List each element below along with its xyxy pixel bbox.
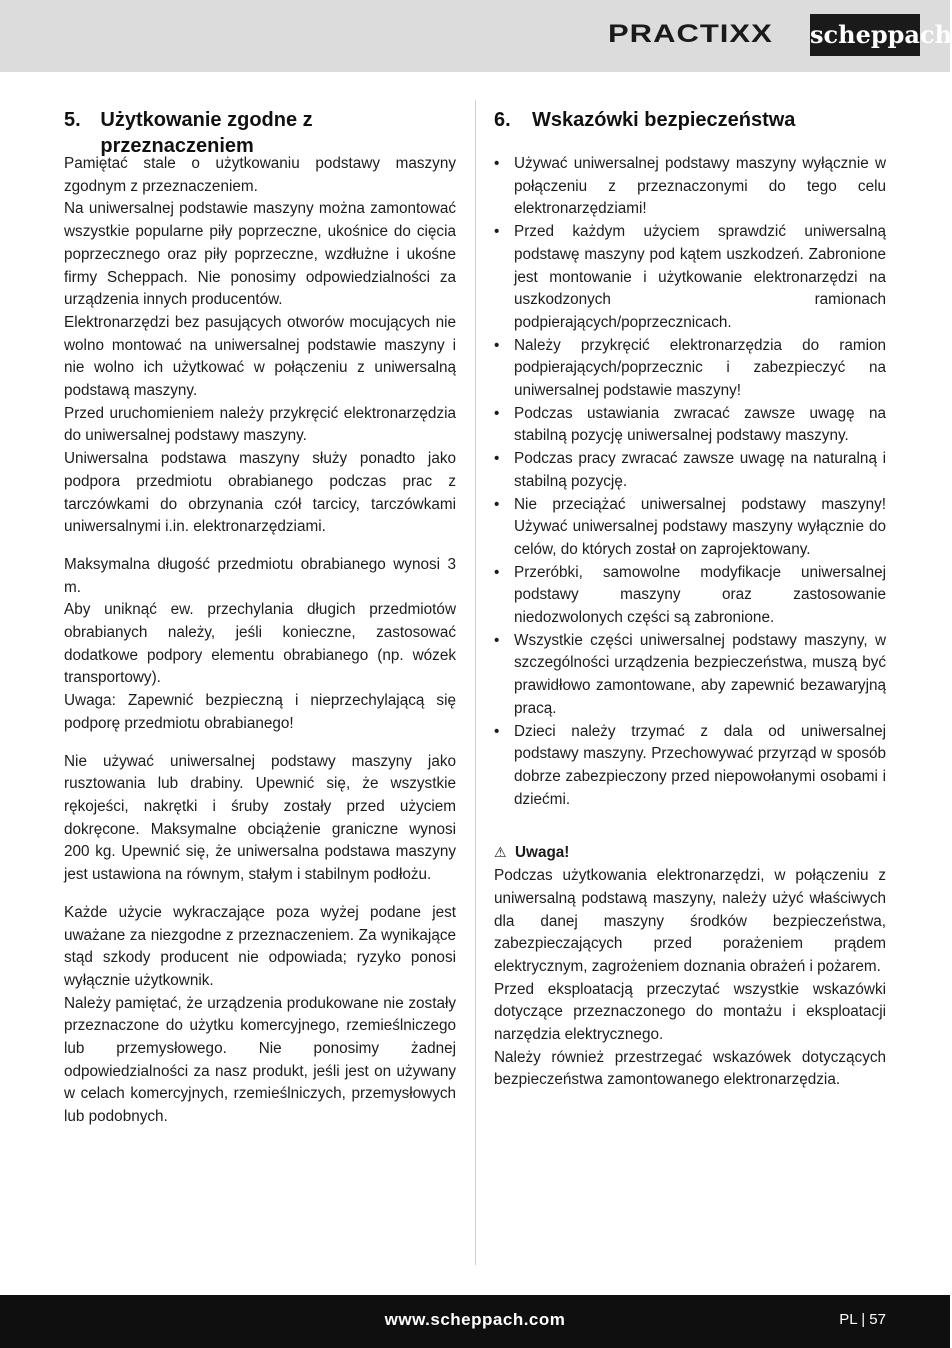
page-header (0, 0, 950, 72)
website-link[interactable]: www.scheppach.com (384, 1310, 566, 1329)
section-safety-instructions (494, 107, 886, 1092)
paragraph: Przed eksploatacją przeczytać wszystkie wskazówki dotyczące przeznaczonego do montażu i eksploatacji narzędzia elektrycznego. (494, 980, 886, 1044)
section-number: 6. (494, 109, 511, 131)
paragraph: Uniwersalna podstawa maszyny służy ponadto jako podpora przedmiotu obrabianego podczas prac z tarczówkami do obrzynania czół tarcicy, tarczówkami uniwersalnymi i.in. elektronarzędziami. (64, 450, 456, 536)
paragraph: Aby uniknąć ew. przechylania długich przedmiotów obrabianych należy, jeśli konieczne, zastosować dodatkowe podpory elementu obrabianego (np. wózek transportowy). (64, 601, 456, 687)
list-item: • Nie przeciążać uniwersalnej podstawy maszyny! Używać uniwersalnej podstawy maszyny wyłącznie do celów, do których został on zaprojektowany. (494, 494, 886, 562)
warning-heading (494, 842, 886, 865)
section-heading (64, 107, 456, 157)
paragraph: Należy pamiętać, że urządzenia produkowane nie zostały przeznaczone do użytku komercyjnego, rzemieślniczego lub przemysłowego. Nie ponosimy żadnej odpowiedzialności za nasz produkt, jeśli jest on używany w celach komercyjnych, rzemieślniczych, przemysłowych lub podobnych. (64, 994, 456, 1126)
list-item: • Podczas ustawiania zwracać zawsze uwagę na stabilną pozycję uniwersalnej podstawy maszyny. (494, 403, 886, 448)
page-number: PL | 57 (839, 1311, 886, 1328)
list-item: • Wszystkie części uniwersalnej podstawy maszyny, w szczególności urządzenia bezpieczeństwa, muszą być prawidłowo zamontowane, aby zapewnić bezawaryjną pracą. (494, 630, 886, 721)
paragraph: Podczas użytkowania elektronarzędzi, w połączeniu z uniwersalną podstawą maszyny, należy użyć właściwych dla danej maszyny środków bezpieczeństwa, zabezpieczających przed porażeniem prądem elektrycznym, zagrożeniem doznania obrażeń i pożarem. (494, 867, 886, 975)
section-title: Użytkowanie zgodne z przeznaczeniem (100, 109, 313, 157)
warning-triangle-icon: ⚠ (494, 845, 507, 862)
section-intended-use (64, 107, 456, 1129)
list-item: • Przed każdym użyciem sprawdzić uniwersalną podstawę maszyny pod kątem uszkodzeń. Zabronione jest montowanie i użytkowanie elektronarzędzi na uszkodzonych ramionach podpierających/poprzecznicach. (494, 221, 886, 335)
section-number: 5. (64, 109, 81, 131)
section-title: Wskazówki bezpieczeństwa (532, 109, 796, 131)
warning-title: Uwaga! (515, 844, 570, 862)
list-item: • Dzieci należy trzymać z dala od uniwersalnej podstawy maszyny. Przechowywać przyrząd w sposób dobrze zabezpieczony przed niepowołanymi osobami i dziećmi. (494, 721, 886, 812)
paragraph: Pamiętać stale o użytkowaniu podstawy maszyny zgodnym z przeznaczeniem. (64, 155, 456, 195)
list-item: • Używać uniwersalnej podstawy maszyny wyłącznie w połączeniu z przeznaczonymi do tego celu elektronarzędziami! (494, 153, 886, 221)
paragraph: Należy również przestrzegać wskazówek dotyczących bezpieczeństwa zamontowanego elektronarzędzia. (494, 1048, 886, 1089)
spacer (64, 539, 456, 554)
section-heading (494, 107, 886, 133)
list-item: • Przeróbki, samowolne modyfikacje uniwersalnej podstawy maszyny oraz zastosowanie niedozwolonych części są zabronione. (494, 562, 886, 630)
spacer (494, 811, 886, 826)
paragraph: Elektronarzędzi bez pasujących otworów mocujących nie wolno montować na uniwersalnej podstawie maszyny i nie wolno ich użytkować w połączeniu z uniwersalną podstawą maszyny. (64, 313, 456, 400)
paragraph: Na uniwersalnej podstawie maszyny można zamontować wszystkie popularne piły poprzeczne, ukośnice do cięcia poprzecznego oraz piły poprzeczne, wzdłużne i ukośne firmy Scheppach. Nie ponosimy odpowiedzialności za urządzenia innych producentów. (64, 200, 456, 309)
paragraph: Uwaga: Zapewnić bezpieczną i nieprzechylającą się podporę przedmiotu obrabianego! (64, 692, 456, 732)
list-item: • Podczas pracy zwracać zawsze uwagę na naturalną i stabilną pozycję. (494, 448, 886, 493)
paragraph: Maksymalna długość przedmiotu obrabianego wynosi 3 m. (64, 555, 456, 596)
paragraph: Każde użycie wykraczające poza wyżej podane jest uważane za niezgodne z przeznaczeniem. Za wynikające stąd szkody producent nie odpowiada; ryzyko ponosi wyłącznie użytkownik. (64, 903, 456, 989)
paragraph: Nie używać uniwersalnej podstawy maszyny jako rusztowania lub drabiny. Upewnić się, że wszystkie rękojeści, nakrętki i śruby zostały przed użyciem dokręcone. Maksymalne obciążenie graniczne wynosi 200 kg. Upewnić się, że uniwersalna podstawa maszyny jest ustawiona na równym, stałym i stabilnym podłożu. (64, 752, 456, 884)
list-item: • Należy przykręcić elektronarzędzia do ramion podpierających/poprzecznic i zabezpieczyć na uniwersalnej podstawie maszyny! (494, 335, 886, 403)
spacer (64, 887, 456, 902)
scheppach-logo: scheppach (810, 14, 920, 56)
column-divider (475, 100, 476, 1265)
paragraph: Przed uruchomieniem należy przykręcić elektronarzędzia do uniwersalnej podstawy maszyny. (64, 404, 456, 445)
practixx-logo: PRACTIXX (608, 19, 773, 48)
safety-list (494, 153, 886, 811)
spacer (64, 736, 456, 751)
